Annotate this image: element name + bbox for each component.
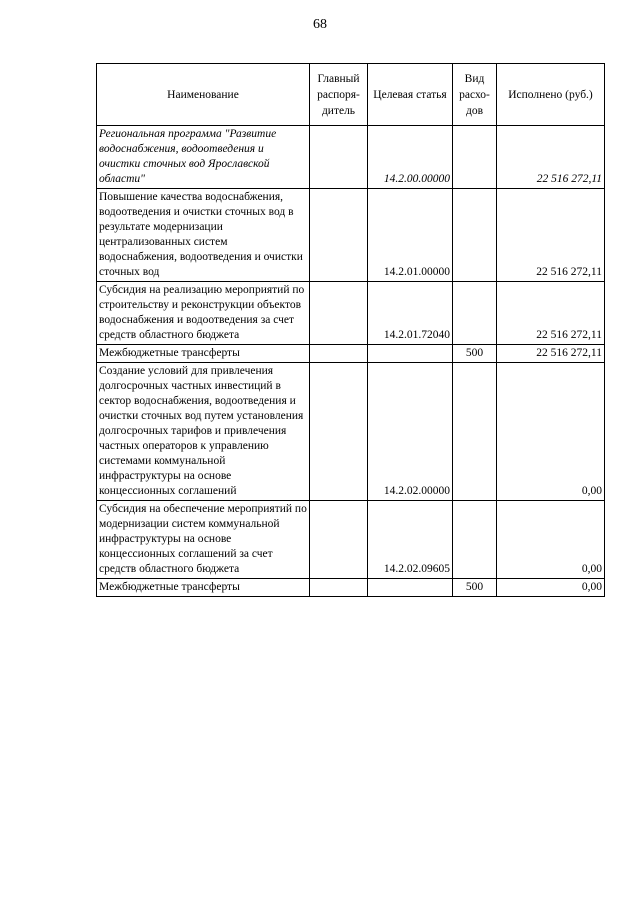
table-row xyxy=(97,189,605,282)
table-row xyxy=(97,345,605,363)
header-admin: Главный распоря-дитель xyxy=(310,64,368,126)
row-admin xyxy=(310,345,368,363)
table-row xyxy=(97,501,605,579)
table-row xyxy=(97,579,605,597)
row-amount: 22 516 272,11 xyxy=(497,189,605,282)
row-name: Субсидия на обеспечение мероприятий по модернизации систем коммунальной инфраструктуры на основе концессионных соглашений за счет средств областного бюджета xyxy=(97,501,310,579)
row-name: Субсидия на реализацию мероприятий по строительству и реконструкции объектов водоснабжения и водоотведения за счет средств областного бюджета xyxy=(97,282,310,345)
header-kind: Вид расхо-дов xyxy=(453,64,497,126)
table-header-row xyxy=(97,64,605,126)
page-number: 68 xyxy=(313,17,327,32)
header-target: Целевая статья xyxy=(368,64,453,126)
row-amount: 0,00 xyxy=(497,363,605,501)
row-admin xyxy=(310,363,368,501)
header-amount: Исполнено (руб.) xyxy=(497,64,605,126)
row-admin xyxy=(310,189,368,282)
table-row xyxy=(97,282,605,345)
row-amount: 0,00 xyxy=(497,579,605,597)
row-target: 14.2.01.72040 xyxy=(368,282,453,345)
row-amount: 22 516 272,11 xyxy=(497,126,605,189)
row-kind xyxy=(453,282,497,345)
row-name: Межбюджетные трансферты xyxy=(97,345,310,363)
row-amount: 22 516 272,11 xyxy=(497,282,605,345)
row-name: Межбюджетные трансферты xyxy=(97,579,310,597)
row-kind xyxy=(453,501,497,579)
row-target: 14.2.00.00000 xyxy=(368,126,453,189)
row-amount: 0,00 xyxy=(497,501,605,579)
row-name: Создание условий для привлечения долгосрочных частных инвестиций в сектор водоснабжения, водоотведения и очистки сточных вод путем установления долгосрочных тарифов и привлечения частных операторов к управлению системами коммунальной инфраструктуры на основе концессионных соглашений xyxy=(97,363,310,501)
row-target: 14.2.02.00000 xyxy=(368,363,453,501)
row-kind: 500 xyxy=(453,345,497,363)
row-admin xyxy=(310,126,368,189)
row-kind xyxy=(453,189,497,282)
row-target xyxy=(368,579,453,597)
budget-execution-table xyxy=(96,63,605,597)
row-target: 14.2.02.09605 xyxy=(368,501,453,579)
table-row xyxy=(97,363,605,501)
row-admin xyxy=(310,579,368,597)
table-row xyxy=(97,126,605,189)
row-admin xyxy=(310,282,368,345)
row-target xyxy=(368,345,453,363)
row-kind xyxy=(453,363,497,501)
row-kind xyxy=(453,126,497,189)
row-kind: 500 xyxy=(453,579,497,597)
row-name: Региональная программа "Развитие водоснабжения, водоотведения и очистки сточных вод Ярославской области" xyxy=(97,126,310,189)
row-target: 14.2.01.00000 xyxy=(368,189,453,282)
header-name: Наименование xyxy=(97,64,310,126)
row-admin xyxy=(310,501,368,579)
row-name: Повышение качества водоснабжения, водоотведения и очистки сточных вод в результате модернизации централизованных систем водоснабжения, водоотведения и очистки сточных вод xyxy=(97,189,310,282)
row-amount: 22 516 272,11 xyxy=(497,345,605,363)
